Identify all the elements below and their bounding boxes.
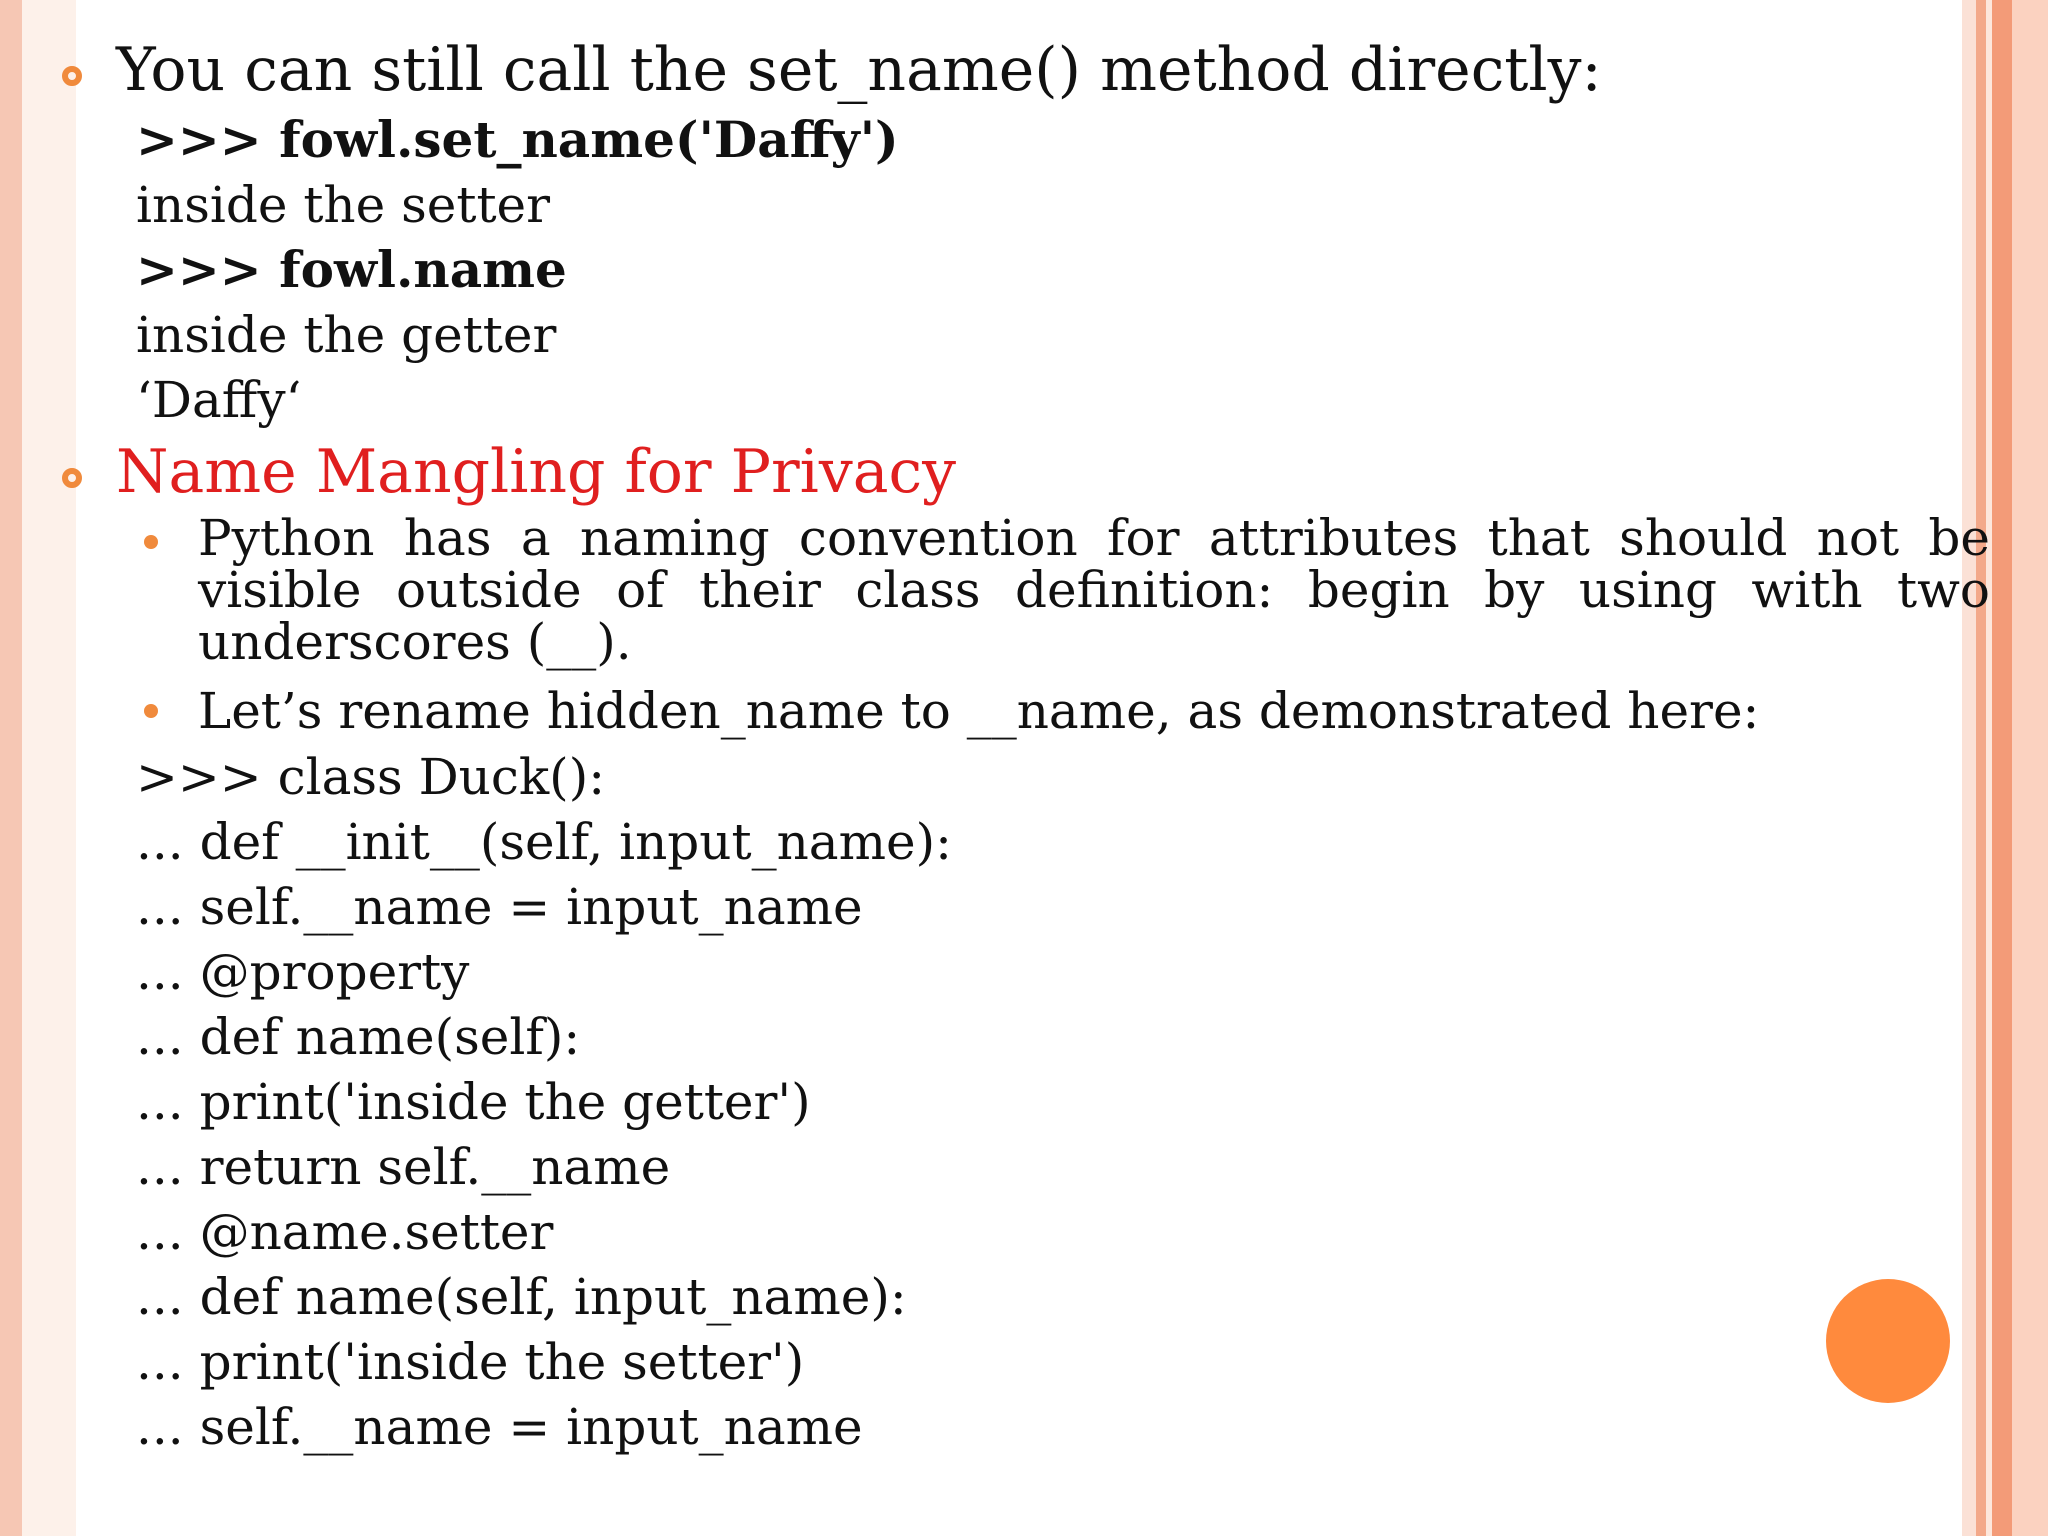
code-line: ... def name(self, input_name): [136, 1268, 907, 1326]
frame-left-border [0, 0, 22, 1536]
bullet-ring-2 [62, 468, 82, 488]
code-line: >>> fowl.set_name('Daffy') [136, 110, 899, 169]
code-line: ... @name.setter [136, 1203, 554, 1261]
sub-bullet-2-text: Let’s rename hidden_name to __name, as demonstrated here: [198, 682, 1760, 740]
code-line: ... def name(self): [136, 1008, 581, 1066]
code-line: ... self.__name = input_name [136, 878, 863, 936]
accent-circle [1826, 1279, 1950, 1403]
bullet-1-text: You can still call the set_name() method directly: [116, 35, 1602, 105]
code-line: ... print('inside the setter') [136, 1333, 805, 1391]
sub-bullet-1-text: Python has a naming convention for attributes that should not be visible outside of their class definition: begin by using with two underscores (__). [198, 509, 1990, 671]
code-line: inside the getter [136, 306, 557, 364]
code-line: ... @property [136, 943, 470, 1001]
bullet-ring-1 [62, 66, 82, 86]
code-line: >>> class Duck(): [136, 748, 606, 806]
frame-left-panel [22, 0, 76, 1536]
code-line: ... self.__name = input_name [136, 1398, 863, 1456]
sub-bullet-dot-2 [144, 704, 158, 718]
section-heading: Name Mangling for Privacy [116, 437, 956, 507]
code-line: >>> fowl.name [136, 240, 567, 299]
code-line: ‘Daffy‘ [136, 371, 302, 429]
code-line: ... def __init__(self, input_name): [136, 813, 952, 871]
code-line: ... print('inside the getter') [136, 1073, 811, 1131]
sub-bullet-dot-1 [144, 535, 158, 549]
code-line: ... return self.__name [136, 1138, 671, 1196]
code-line: inside the setter [136, 176, 551, 234]
